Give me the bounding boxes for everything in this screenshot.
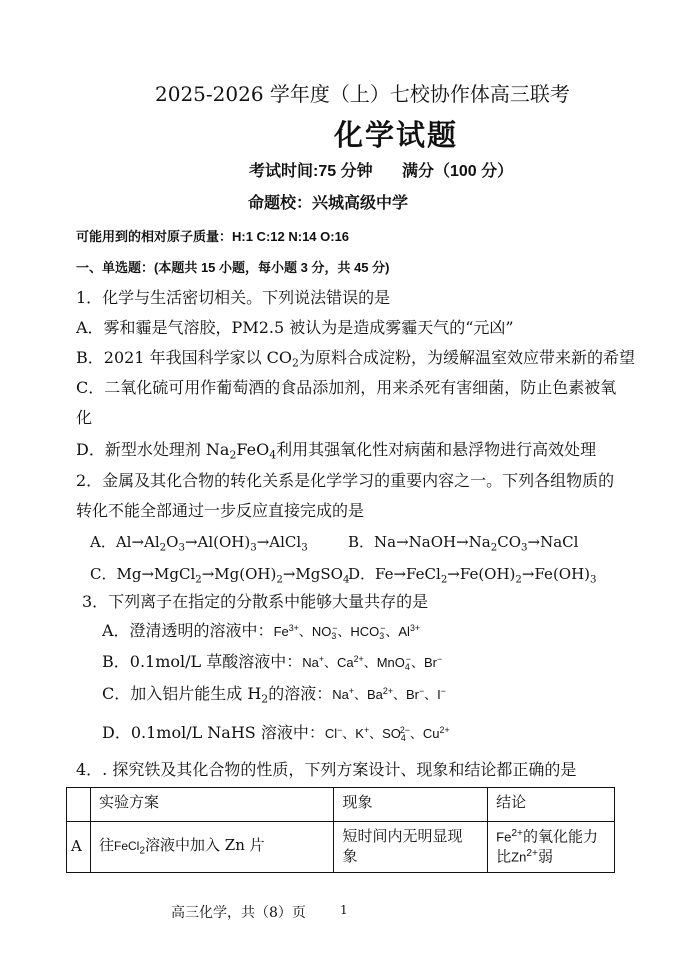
row-conclusion: $Fe^{2+}$的氧化能力 比$Zn^{2+}$弱 bbox=[488, 822, 615, 873]
q3-option-c-ions: Na+、$Ba^{2+}$、Br−、I− bbox=[332, 686, 446, 702]
section-1-heading: 一、单选题：(本题共 15 小题，每小题 3 分，共 45 分) bbox=[76, 260, 390, 275]
q1-option-a: A．雾和霾是气溶胶，PM2.5 被认为是造成雾霾天气的“元凶” bbox=[76, 318, 514, 337]
exam-title: 2025-2026 学年度（上）七校协作体高三联考 bbox=[155, 82, 570, 106]
page-number: 1 bbox=[340, 903, 348, 917]
footer-text: 高三化学，共（8）页 bbox=[171, 905, 306, 921]
table-header-cell: 现象 bbox=[334, 788, 488, 822]
q4-stem: 4．. 探究铁及其化合物的性质，下列方案设计、现象和结论都正确的是 bbox=[76, 760, 577, 779]
q3-option-a: A．澄清透明的溶液中：$Fe^{3+}$、$NO_3^-$、$HCO_3^-$、$Al^{3+}$ bbox=[102, 621, 421, 641]
q4-experiment-table bbox=[66, 787, 615, 873]
q1-option-b: B．2021 年我国科学家以 $CO_2$为原料合成淀粉，为缓解温室效应带来新的希望 bbox=[76, 348, 635, 370]
table-header-row bbox=[67, 788, 615, 822]
table-header-cell: 结论 bbox=[488, 788, 615, 822]
q2-option-d: D．$Fe\to FeCl_2\to Fe(OH)_2\to Fe(OH)_3$ bbox=[348, 565, 597, 586]
table-header-cell bbox=[67, 788, 91, 822]
subject-title: 化学试题 bbox=[334, 118, 459, 152]
q3-option-b: B．0.1mol/L 草酸溶液中：Na+、$Ca^{2+}$、MnO$_4$−、Br− bbox=[102, 652, 443, 672]
full-score: 满分（100 分） bbox=[402, 163, 514, 180]
q2-option-b: B．$Na\to NaOH\to Na_2CO_3\to NaCl$ bbox=[348, 533, 579, 554]
row-phenomenon: 短时间内无明显现 象 bbox=[334, 822, 488, 873]
q3-option-c: C．加入铝片能生成 $H_2$的溶液：Na+、$Ba^{2+}$、Br−、I− bbox=[102, 684, 446, 706]
q3-option-b-ions: Na+、$Ca^{2+}$、MnO$_4$−、Br− bbox=[302, 654, 443, 672]
q2-option-a: A．$Al\to Al_2O_3\to Al(OH)_3\to AlCl_3$ bbox=[90, 533, 308, 554]
q1-stem: 1．化学与生活密切相关。下列说法错误的是 bbox=[76, 288, 391, 307]
exam-time: 考试时间:75 分钟 bbox=[249, 163, 373, 180]
q2-option-c: C．$Mg\to MgCl_2\to Mg(OH)_2\to MgSO_4$ bbox=[90, 565, 350, 586]
q1-option-d: D．新型水处理剂 $Na_2FeO_4$利用其强氧化性对病菌和悬浮物进行高效处理 bbox=[76, 440, 597, 462]
q3-stem: 3．下列离子在指定的分散系中能够大量共存的是 bbox=[82, 592, 429, 611]
q3-option-a-ions: $Fe^{3+}$、$NO_3^-$、$HCO_3^-$、$Al^{3+}$ bbox=[273, 623, 421, 641]
table-header-cell: 实验方案 bbox=[90, 788, 333, 822]
q1-option-c: C．二氧化硫可用作葡萄酒的食品添加剂，用来杀死有害细菌，防止色素被氧 bbox=[76, 378, 617, 397]
q2-stem: 2．金属及其化合物的转化关系是化学学习的重要内容之一。下列各组物质的 bbox=[76, 471, 615, 490]
atomic-masses: 可能用到的相对原子质量：H:1 C:12 N:14 O:16 bbox=[76, 229, 350, 244]
table-row bbox=[67, 822, 615, 873]
row-plan: 往FeCl$_2$溶液中加入 Zn 片 bbox=[90, 822, 333, 873]
q3-option-d: D．0.1mol/L NaHS 溶液中：Cl−、K+、$SO_4^{2-}$、$Cu^{2+}$ bbox=[102, 723, 450, 743]
q1-option-c-cont: 化 bbox=[76, 408, 93, 427]
row-label: A bbox=[67, 822, 91, 873]
q2-stem-cont: 转化不能全部通过一步反应直接完成的是 bbox=[76, 501, 365, 520]
proposing-school: 命题校：兴城高级中学 bbox=[248, 195, 409, 212]
q3-option-d-ions: Cl−、K+、$SO_4^{2-}$、$Cu^{2+}$ bbox=[324, 725, 450, 743]
